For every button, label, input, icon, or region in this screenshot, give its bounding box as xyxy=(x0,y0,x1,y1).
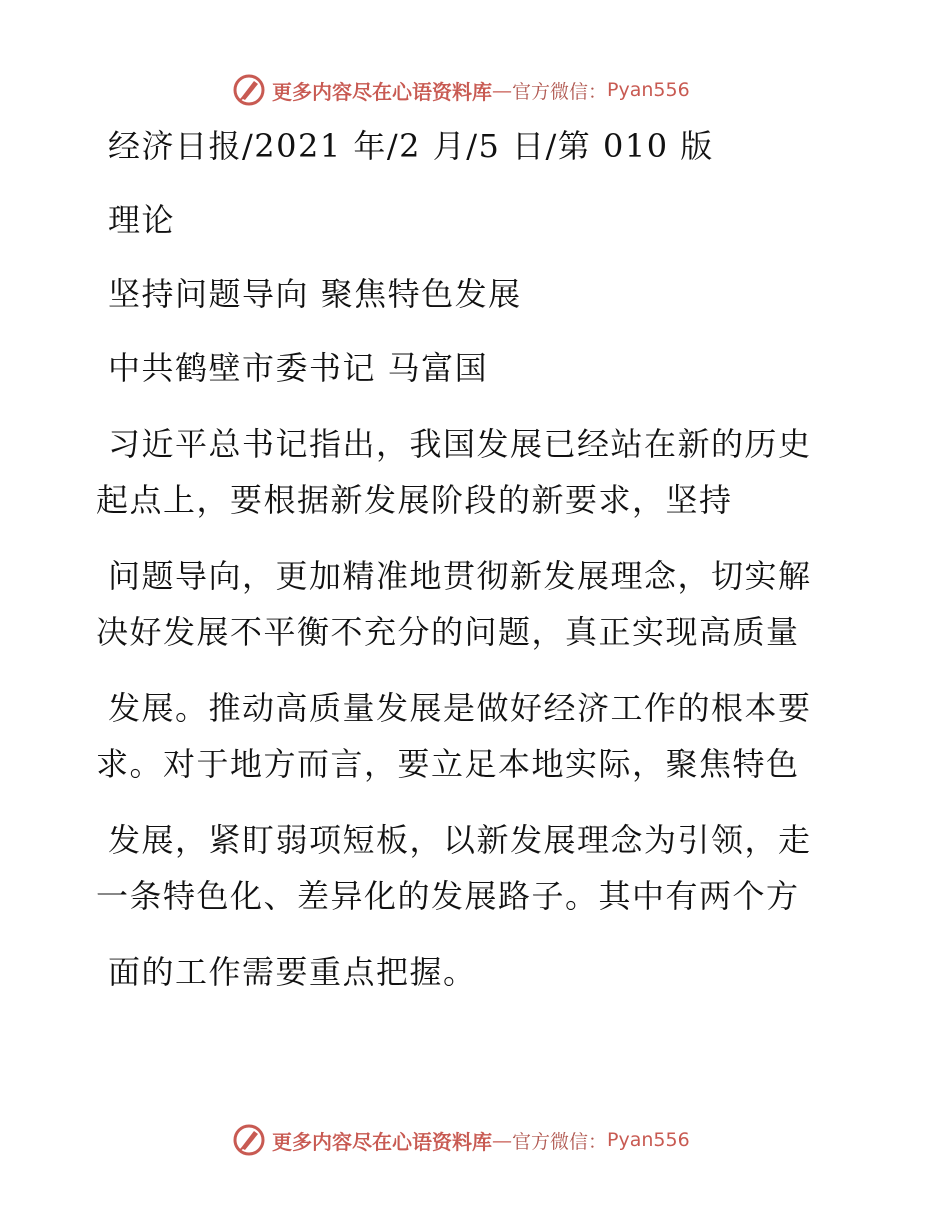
body-line: 求。对于地方而言，要立足本地实际，聚焦特色 xyxy=(96,745,800,783)
body-line: 起点上，要根据新发展阶段的新要求，坚持 xyxy=(96,481,733,519)
body-line: 习近平总书记指出，我国发展已经站在新的历史 xyxy=(108,425,812,463)
watermark-separator: — xyxy=(492,78,512,102)
watermark-label: 官方微信： xyxy=(512,80,608,103)
quill-logo-icon xyxy=(232,1123,266,1157)
footer-watermark xyxy=(232,1120,712,1160)
watermark-wechat-id: Pyan556 xyxy=(607,79,690,101)
watermark-label: 官方微信： xyxy=(512,1130,608,1153)
body-line: 问题导向，更加精准地贯彻新发展理念，切实解 xyxy=(108,557,812,595)
article-title: 坚持问题导向 聚焦特色发展 xyxy=(108,275,522,313)
body-line: 发展，紧盯弱项短板，以新发展理念为引领，走 xyxy=(108,821,812,859)
watermark-brand-text: 更多内容尽在心语资料库 xyxy=(272,1129,492,1154)
quill-logo-icon xyxy=(232,73,266,107)
watermark-separator: — xyxy=(492,1128,512,1152)
body-line: 一条特色化、差异化的发展路子。其中有两个方 xyxy=(96,877,800,915)
body-line: 面的工作需要重点把握。 xyxy=(108,953,477,991)
section-label: 理论 xyxy=(108,201,176,239)
watermark-wechat-id: Pyan556 xyxy=(607,1129,690,1151)
body-line: 决好发展不平衡不充分的问题，真正实现高质量 xyxy=(96,613,800,651)
source-line: 经济日报/2021 年/2 月/5 日/第 010 版 xyxy=(108,127,714,165)
header-watermark xyxy=(232,70,712,110)
body-line: 发展。推动高质量发展是做好经济工作的根本要 xyxy=(108,689,812,727)
article-author: 中共鹤壁市委书记 马富国 xyxy=(108,349,489,387)
watermark-brand-text: 更多内容尽在心语资料库 xyxy=(272,79,492,104)
